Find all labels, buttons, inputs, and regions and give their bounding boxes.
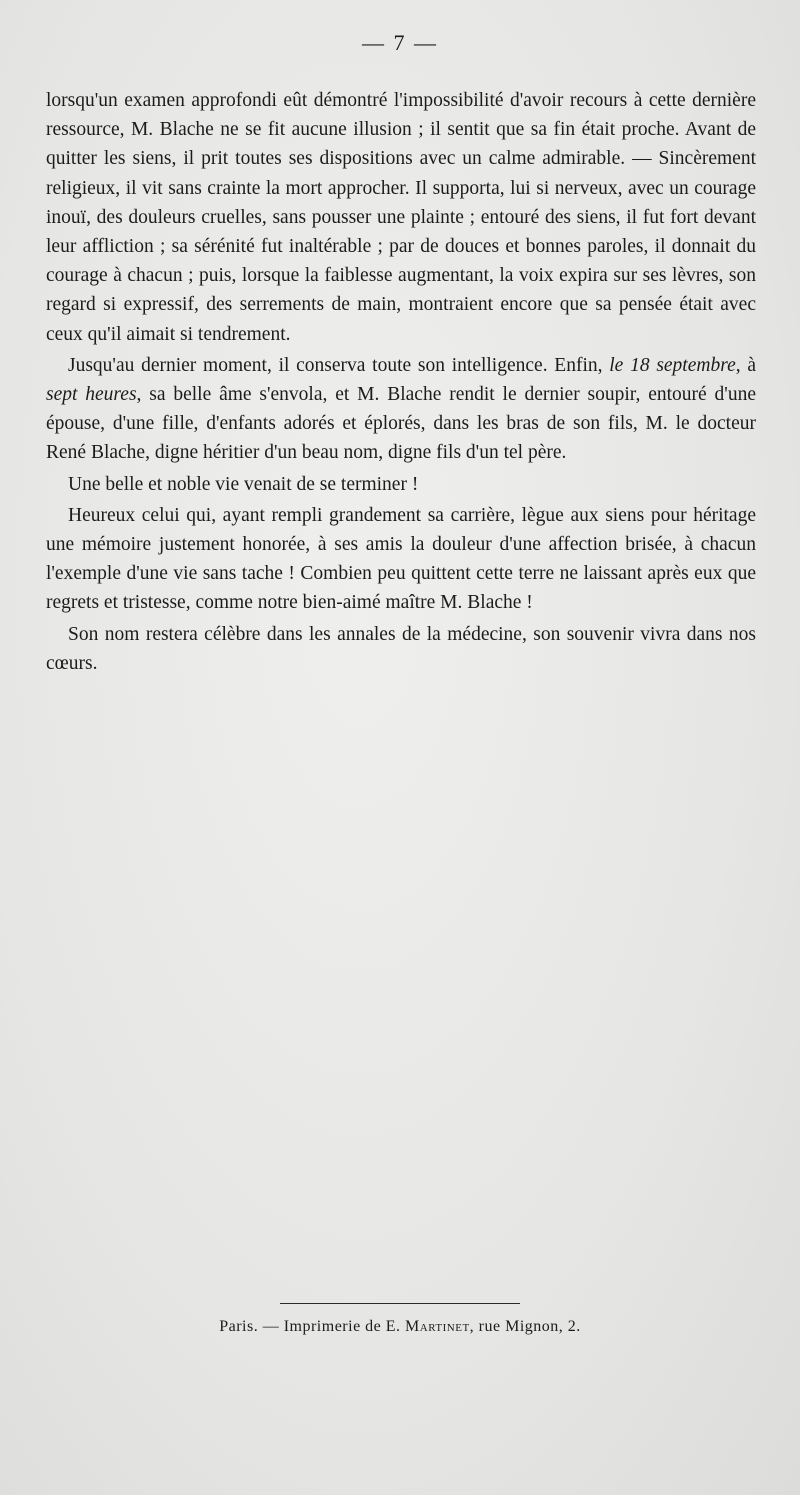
paragraph-1: lorsqu'un examen approfondi eût démontré l'impossibilité d'avoir recours à cette dernière ressource, M. Blache ne se fit aucune illusion ; il sentit que sa fin était proche. Avant de quitter les siens, il prit toutes ses dispositions avec un calme admirable. — Sincèrement religieux, il vit sans crainte la mort approcher. Il supporta, lui si nerveux, avec un courage inouï, des douleurs cruelles, sans pousser une plainte ; entouré des siens, il fut fort devant leur affliction ; sa sérénité fut inaltérable ; par de douces et bonnes paroles, il donnait du courage à chacun ; puis, lorsque la faiblesse augmentant, la voix expira sur ses lèvres, son regard si expressif, des serrements de main, montraient encore que sa pensée était avec ceux qu'il aimait si tendrement. xyxy=(46,90,756,345)
paragraph-2-date: le 18 septembre xyxy=(609,354,736,376)
footer-rule xyxy=(280,1303,520,1304)
paragraph-2 xyxy=(46,351,756,468)
paragraph-4: Heureux celui qui, ayant rempli grandement sa carrière, lègue aux siens pour héritage une mémoire justement honorée, à ses amis la douleur d'une affection brisée, à chacun l'exemple d'une vie sans tache ! Combien peu quittent cette terre ne laissant après eux que regrets et tristesse, comme notre bien-aimé maître M. Blache ! xyxy=(46,504,756,614)
paragraph-2-text-b: , à xyxy=(735,354,757,376)
paragraph-2-time: sept heures xyxy=(46,384,137,406)
imprint-suffix: , rue Mignon, 2. xyxy=(469,1318,581,1335)
paragraph-2-text-c: , sa belle âme s'envola, et M. Blache rendit le dernier soupir, entouré d'une épouse, d'une fille, d'enfants adorés et éplorés, dans les bras de son fils, M. le docteur René Blache, digne héritier d'un beau nom, digne fils d'un tel père. xyxy=(46,384,756,464)
paragraph-2-text-a: Jusqu'au dernier moment, il conserva toute son intelligence. Enfin, xyxy=(68,354,603,376)
imprint-printer-name: Martinet xyxy=(405,1318,470,1335)
body-text xyxy=(46,86,756,680)
page-number: — 7 — xyxy=(362,30,438,55)
paragraph-3: Une belle et noble vie venait de se terminer ! xyxy=(68,473,419,495)
imprint-prefix: Paris. — Imprimerie de E. xyxy=(219,1318,401,1335)
printer-imprint xyxy=(0,1318,800,1336)
paragraph-5: Son nom restera célèbre dans les annales de la médecine, son souvenir vivra dans nos cœurs. xyxy=(46,623,756,674)
